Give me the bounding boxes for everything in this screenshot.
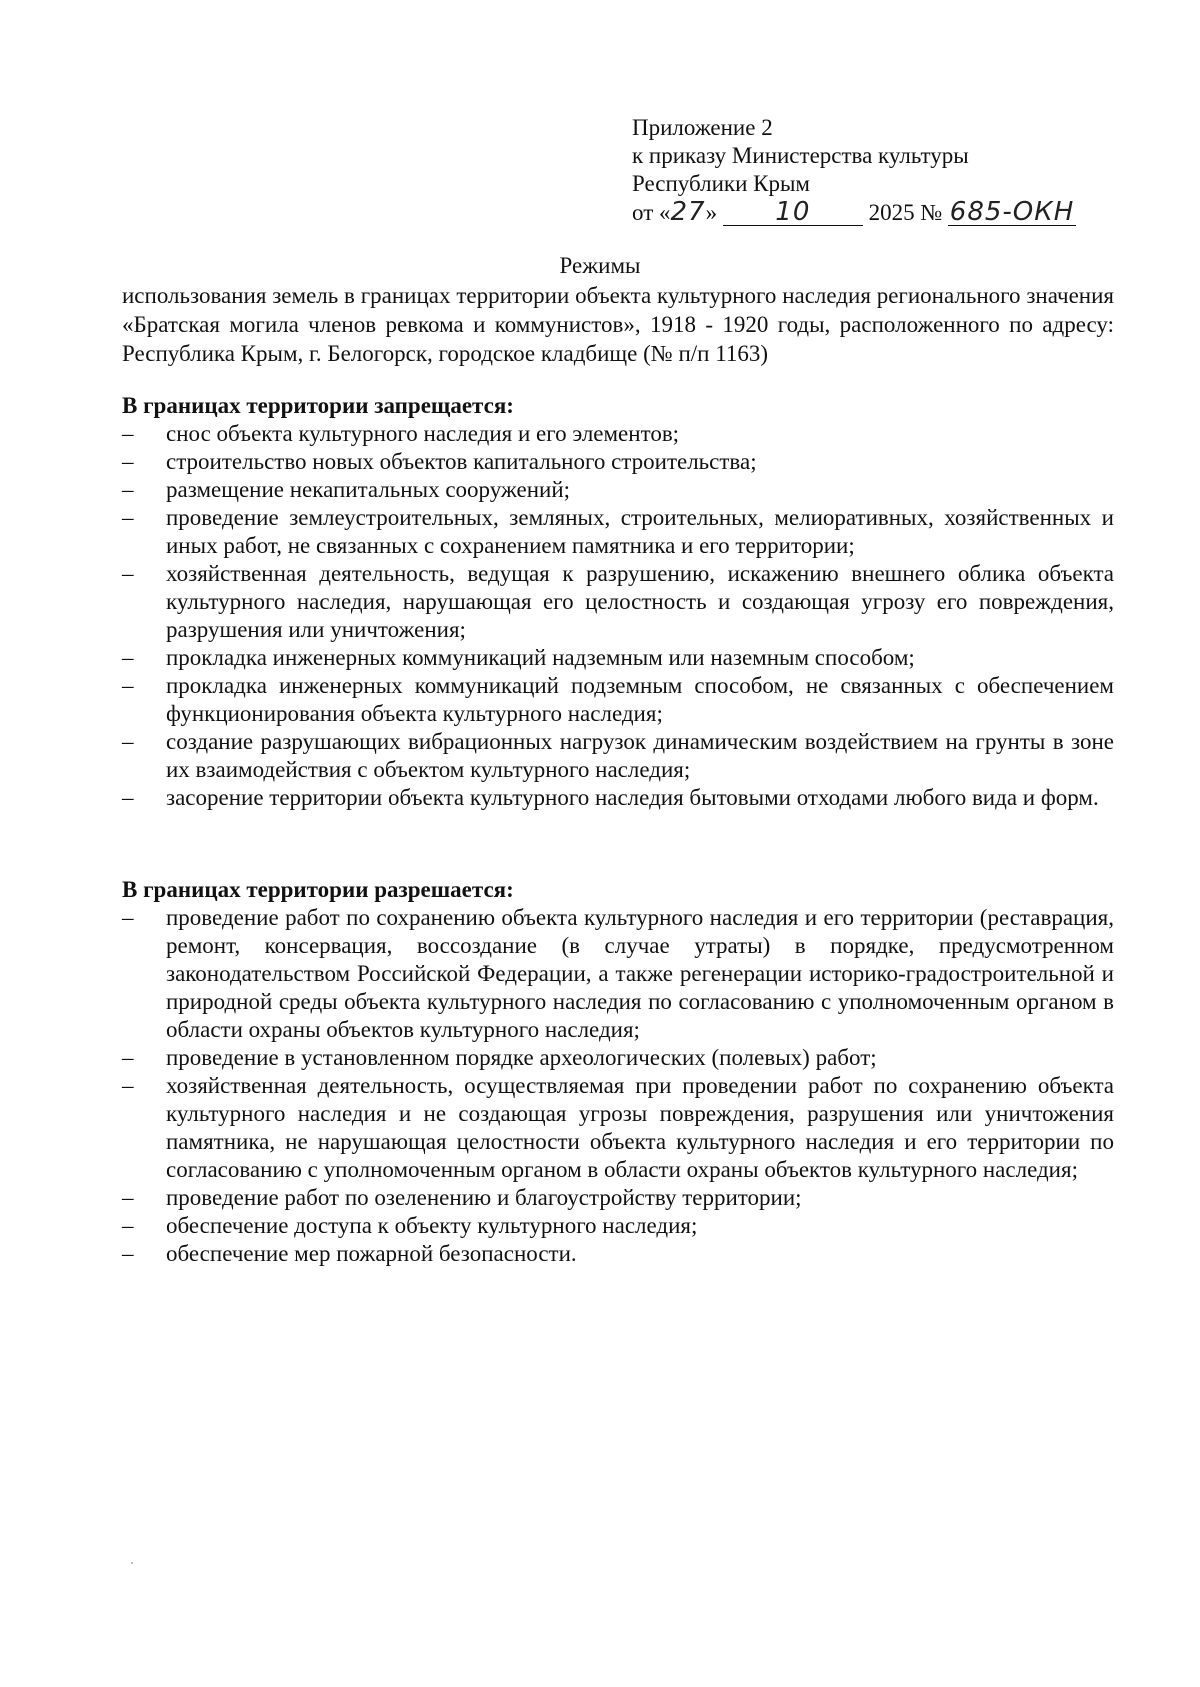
list-item-text: прокладка инженерных коммуникаций подземным способом, не связанных с обеспечением функционирования объекта культурного наследия; (166, 673, 1114, 726)
list-item (122, 448, 1114, 476)
dash-marker: – (122, 1185, 134, 1210)
list-item (122, 784, 1114, 812)
dash-marker: – (122, 729, 134, 754)
appendix-number: Приложение 2 (632, 115, 773, 140)
dash-marker: – (122, 785, 134, 810)
allowed-section (122, 876, 1114, 1268)
list-item-text: хозяйственная деятельность, осуществляемая при проведении работ по сохранению объекта культурного наследия и не создающая угрозы повреждения, разрушения или уничтожения памятника, не нарушающая целостности объекта культурного наследия и его территории по согласованию с уполномоченным органом в области охраны объектов культурного наследия; (166, 1073, 1114, 1182)
dash-marker: – (122, 477, 134, 502)
dash-marker: – (122, 505, 134, 530)
appendix-order-ref: к приказу Министерства культуры (632, 143, 969, 168)
dash-marker: – (122, 645, 134, 670)
prohibited-heading: В границах территории запрещается: (122, 393, 514, 418)
list-item (122, 560, 1114, 644)
handwritten-day: 27 (670, 197, 706, 227)
list-item (122, 644, 1114, 672)
list-item-text: проведение работ по озеленению и благоустройству территории; (166, 1185, 802, 1210)
list-item (122, 1044, 1114, 1072)
list-item-text: создание разрушающих вибрационных нагрузок динамическим воздействием на грунты в зоне их взаимодействия с объектом культурного наследия; (166, 729, 1114, 782)
list-item (122, 1212, 1114, 1240)
prohibited-section (122, 392, 1114, 812)
order-number-blank (948, 197, 1076, 227)
list-item (122, 476, 1114, 504)
date-from-label: от « (632, 200, 671, 225)
dash-marker: – (122, 421, 134, 446)
dash-marker: – (122, 1241, 134, 1266)
dash-marker: – (122, 1213, 134, 1238)
dash-marker: – (122, 673, 134, 698)
list-item-text: обеспечение доступа к объекту культурного наследия; (166, 1213, 698, 1238)
list-item (122, 672, 1114, 728)
list-item-text: засорение территории объекта культурного наследия бытовыми отходами любого вида и форм. (166, 785, 1099, 810)
scan-speck (131, 1562, 133, 1564)
list-item-text: обеспечение мер пожарной безопасности. (166, 1241, 577, 1266)
handwritten-month: 10 (775, 197, 811, 227)
list-item (122, 904, 1114, 1044)
list-item-text: проведение в установленном порядке археологических (полевых) работ; (166, 1045, 877, 1070)
appendix-date-line (632, 198, 1092, 227)
dash-marker: – (122, 1045, 134, 1070)
list-item (122, 728, 1114, 784)
list-item (122, 420, 1114, 448)
list-item (122, 1184, 1114, 1212)
date-day-close: » (705, 200, 718, 225)
list-item (122, 504, 1114, 560)
allowed-list (122, 904, 1114, 1268)
month-blank (723, 197, 863, 227)
list-item-text: снос объекта культурного наследия и его элементов; (166, 421, 680, 446)
appendix-republic: Республики Крым (632, 171, 810, 196)
list-item-text: хозяйственная деятельность, ведущая к разрушению, искажению внешнего облика объекта культурного наследия, нарушающая его целостность и создающая угрозу его повреждения, разрушения или уничтожения; (166, 561, 1114, 642)
list-item (122, 1240, 1114, 1268)
year-number-label: 2025 № (868, 200, 943, 225)
document-title: Режимы (559, 253, 641, 278)
dash-marker: – (122, 1073, 134, 1098)
dash-marker: – (122, 905, 134, 930)
document-subtitle: использования земель в границах территории объекта культурного наследия регионального значения «Братская могила членов ревкома и коммунистов», 1918 - 1920 годы, расположенного по адресу: Республика Крым, г. Белогорск, городское кладбище (№ п/п 1163) (122, 283, 1114, 366)
list-item-text: строительство новых объектов капитального строительства; (166, 449, 757, 474)
list-item-text: проведение землеустроительных, земляных, строительных, мелиоративных, хозяйственных и иных работ, не связанных с сохранением памятника и его территории; (166, 505, 1114, 558)
list-item-text: прокладка инженерных коммуникаций надземным или наземным способом; (166, 645, 915, 670)
list-item-text: размещение некапитальных сооружений; (166, 477, 571, 502)
handwritten-order-number: 685-ОКН (949, 197, 1075, 227)
dash-marker: – (122, 561, 134, 586)
dash-marker: – (122, 449, 134, 474)
appendix-header (632, 114, 1092, 227)
prohibited-list (122, 420, 1114, 812)
list-item-text: проведение работ по сохранению объекта культурного наследия и его территории (реставрация, ремонт, консервация, воссоздание (в случае утраты) в порядке, предусмотренном законодательством Российской Федерации, а также регенерации историко-градостроительной и природной среды объекта культурного наследия по согласованию с уполномоченным органом в области охраны объектов культурного наследия; (166, 905, 1114, 1042)
list-item (122, 1072, 1114, 1184)
allowed-heading: В границах территории разрешается: (122, 877, 514, 902)
